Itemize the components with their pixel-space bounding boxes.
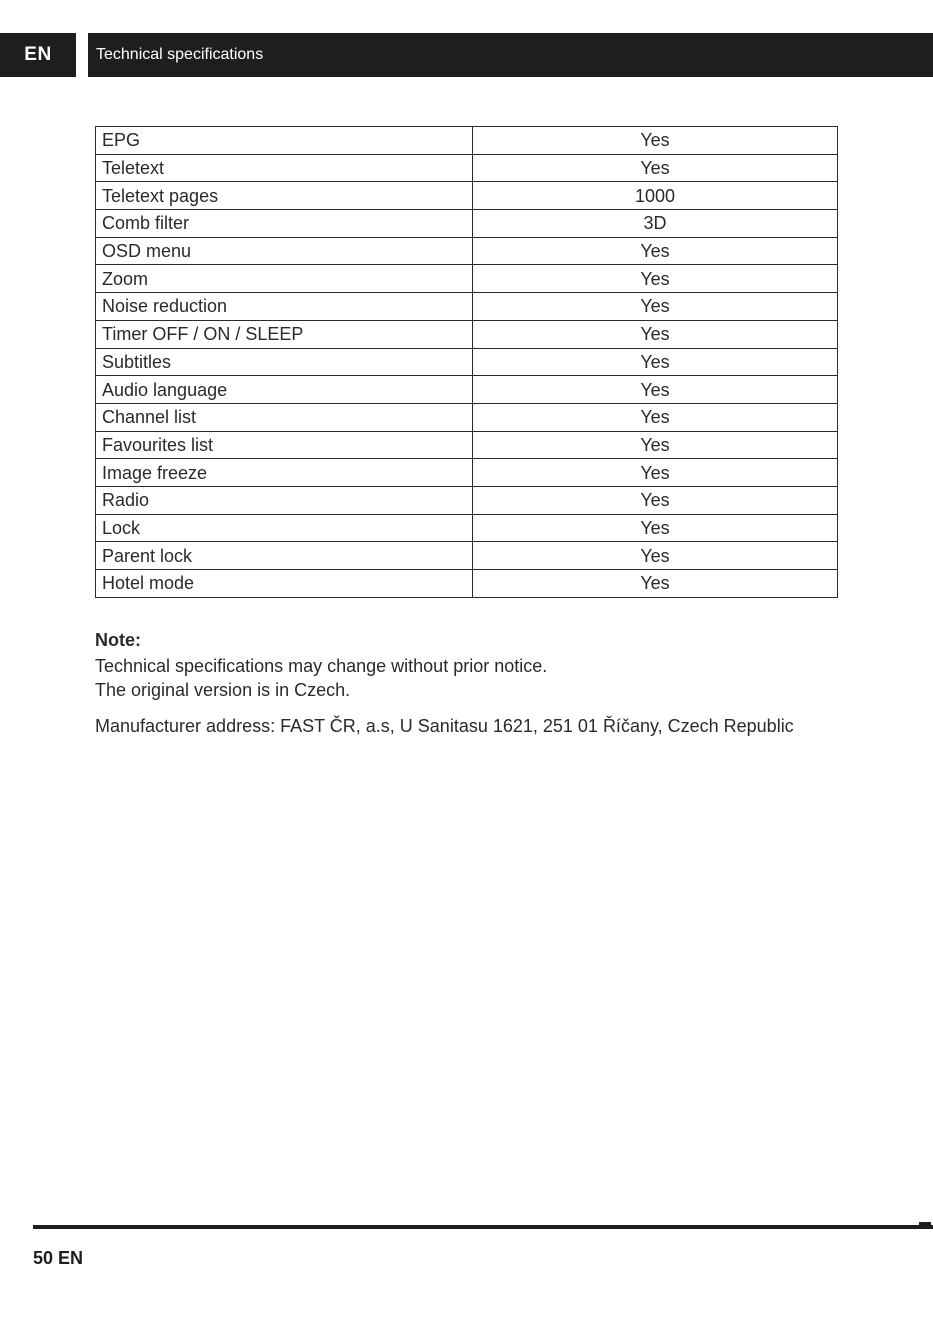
spec-label: Favourites list (96, 431, 473, 459)
spec-value: Yes (473, 376, 838, 404)
table-row (96, 486, 838, 514)
table-row (96, 154, 838, 182)
spec-label: Lock (96, 514, 473, 542)
spec-value: Yes (473, 348, 838, 376)
note-line-original: The original version is in Czech. (95, 680, 351, 700)
spec-label: Radio (96, 486, 473, 514)
spec-value: Yes (473, 542, 838, 570)
table-row (96, 542, 838, 570)
note-title: Note: (95, 630, 141, 650)
table-row (96, 348, 838, 376)
table-row (96, 210, 838, 238)
spec-label: Channel list (96, 403, 473, 431)
section-title: Technical specifications (88, 33, 933, 77)
table-row (96, 376, 838, 404)
table-row (96, 320, 838, 348)
spec-label: Timer OFF / ON / SLEEP (96, 320, 473, 348)
spec-label: Image freeze (96, 459, 473, 487)
table-row (96, 514, 838, 542)
spec-label: Comb filter (96, 210, 473, 238)
spec-label: Teletext (96, 154, 473, 182)
spec-label: Teletext pages (96, 182, 473, 210)
spec-value: Yes (473, 154, 838, 182)
table-row (96, 459, 838, 487)
spec-label: EPG (96, 127, 473, 155)
spec-value: Yes (473, 403, 838, 431)
spec-value: 3D (473, 210, 838, 238)
spec-value: Yes (473, 127, 838, 155)
spec-label: Zoom (96, 265, 473, 293)
spec-value: Yes (473, 570, 838, 598)
spec-value: 1000 (473, 182, 838, 210)
page-number: 50 EN (33, 1248, 84, 1268)
table-row (96, 182, 838, 210)
table-row (96, 265, 838, 293)
spec-label: Hotel mode (96, 570, 473, 598)
spec-value: Yes (473, 486, 838, 514)
footer-divider (33, 1225, 933, 1229)
table-row (96, 127, 838, 155)
specifications-table (95, 126, 838, 598)
spec-label: Subtitles (96, 348, 473, 376)
spec-value: Yes (473, 320, 838, 348)
spec-value: Yes (473, 293, 838, 321)
note-section (95, 630, 895, 738)
spec-label: OSD menu (96, 237, 473, 265)
table-row (96, 431, 838, 459)
spec-value: Yes (473, 459, 838, 487)
table-row (96, 293, 838, 321)
spec-value: Yes (473, 265, 838, 293)
note-line-changes: Technical specifications may change without prior notice. (95, 656, 548, 676)
spec-label: Audio language (96, 376, 473, 404)
language-badge: EN (0, 33, 76, 77)
spec-value: Yes (473, 514, 838, 542)
spec-value: Yes (473, 431, 838, 459)
page-header (0, 33, 933, 77)
footer-divider-end (919, 1222, 931, 1228)
spec-label: Parent lock (96, 542, 473, 570)
spec-value: Yes (473, 237, 838, 265)
manufacturer-address: Manufacturer address: FAST ČR, a.s, U Sanitasu 1621, 251 01 Říčany, Czech Republic (95, 716, 794, 736)
table-row (96, 237, 838, 265)
spec-label: Noise reduction (96, 293, 473, 321)
table-row (96, 570, 838, 598)
table-row (96, 403, 838, 431)
